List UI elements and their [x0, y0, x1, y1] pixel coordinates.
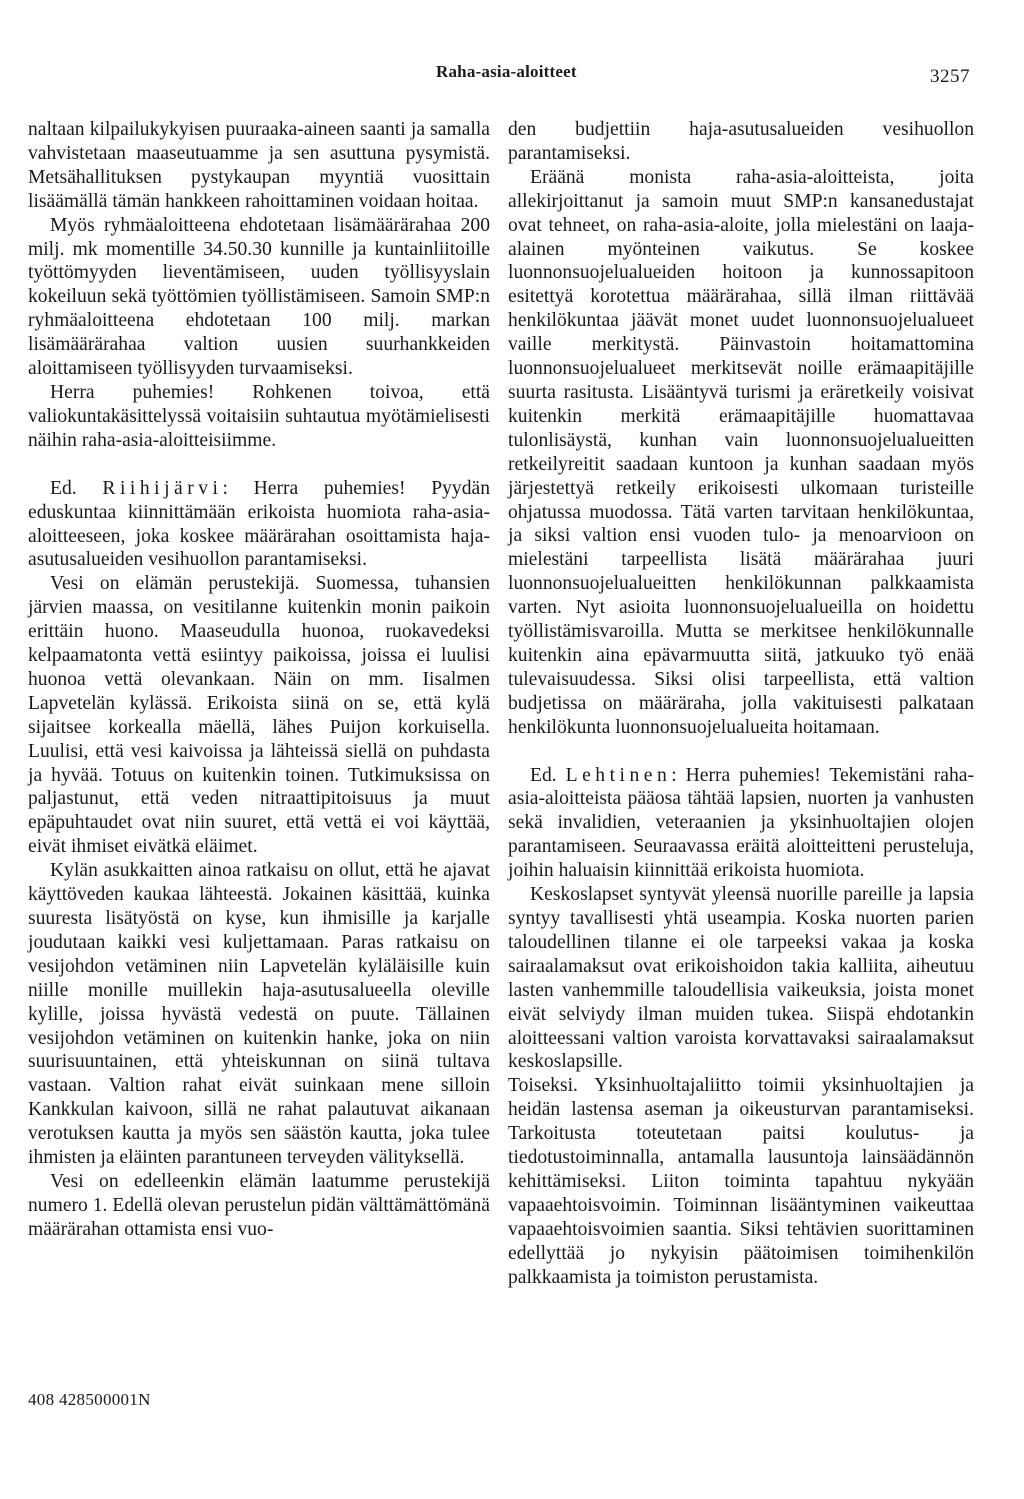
left-column: [28, 118, 490, 1242]
running-header: [0, 62, 1024, 92]
speaker-name: Riihijärvi: [102, 477, 223, 499]
paragraph: den budjettiin haja-asutusalueiden vesihuollon parantamiseksi.: [508, 119, 974, 164]
paragraph: Herra puhemies! Rohkenen toivoa, että valiokuntakäsittelyssä voitaisiin suhtautua myötämielisesti näihin raha-asia-aloitteisiimme.: [28, 381, 490, 451]
paragraph: Vesi on elämän perustekijä. Suomessa, tuhansien järvien maassa, on vesitilanne kuitenkin monin paikoin erittäin huono. Maaseudulla huonoa, ruokavedeksi kelpaamatonta vettä esiintyy paikoissa, joissa ei luulisi huonoa vettä olevankaan. Näin on mm. Iisalmen Lapvetelän kylässä. Erikoista siinä on se, että kylä sijaitsee korkealla mäellä, lähes Puijon korkuisella. Luulisi, että vesi kaivoissa ja lähteissä siellä on puhdasta ja hyvää. Totuus on kuitenkin toinen. Tutkimuksissa on paljastunut, että veden nitraattipitoisuus ja muut epäpuhtaudet ovat niin suuret, että vettä ei voi käyttää, eivät ihmiset eivätkä eläimet.: [28, 573, 490, 858]
speech-text: : Herra puhemies! Pyydän eduskuntaa kiinnittämään erikoista huomiota raha-asia-aloitteeseen, joka koskee määrärahan osoittamista haja-asutusalueiden vesihuollon parantamiseksi.: [28, 477, 490, 571]
paragraph: Kylän asukkaitten ainoa ratkaisu on ollut, että he ajavat käyttöveden kaukaa lähteestä. Jokainen käsittää, kuinka suuresta lisätyöstä on kyse, kun ihmisille ja karjalle joudutaan kaikki vesi kuljettamaan. Paras ratkaisu on vesijohdon vetäminen niin Lapvetelän kyläläisille kuin niille monille muillekin haja-asutusalueella oleville kylille, joissa hyvästä vedestä on puute. Tällainen vesijohdon vetäminen on kuitenkin hanke, joka on niin suurisuuntainen, että yhteiskunnan on siinä tultava vastaan. Valtion rahat eivät suinkaan mene silloin Kankkulan kaivoon, sillä ne rahat palautuvat aikanaan verotuksen kautta ja myös sen säästön kautta, joka tulee ihmisten ja eläinten parantuneen terveyden välityksellä.: [28, 860, 490, 1169]
footer-code: 408 428500001N: [28, 1390, 151, 1409]
speech-prefix: Ed.: [530, 764, 557, 786]
speech-paragraph: [508, 764, 974, 884]
page-number: 3257: [930, 66, 970, 87]
paragraph: Eräänä monista raha-asia-aloitteista, joita allekirjoittanut ja samoin muut SMP:n kansanedustajat ovat tehneet, on raha-asia-aloite, jolla mielestäni on laaja-alainen myönteinen vaikutus. Se koskee luonnonsuojelualueiden hoitoon ja kunnossapitoon esitettyä korotettua määrärahaa, sillä ilman riittävää henkilökuntaa jäävät monet uudet luonnonsuojelualueet vaille merkitystä. Päinvastoin hoitamattomina luonnonsuojelualueet merkitsevät noille erämaapitäjille suurta rasitusta. Lisääntyvä turismi ja eräretkeily voisivat kuitenkin merkitä erämaapitäjille huomattavaa tulonlisäystä, kunhan vain luonnonsuojelualueitten retkeilyreitit saadaan kuntoon ja kunhan saadaan myös järjestettyä retkeily erikoisesti ulkomaan turisteille ohjatussa muodossa. Tätä varten tarvitaan henkilökuntaa, ja siksi valtion ensi vuoden tulo- ja menoarvioon on mielestäni tarpeellista lisätä määrärahaa juuri luonnonsuojelualueitten henkilökunnan palkkaamista varten. Nyt asioita luonnonsuojelualueilla on hoidettu työllistämisvaroilla. Mutta se merkitsee henkilökunnalle kuitenkin aina epävarmuutta siitä, jatkuuko työ enää tulevaisuudessa. Siksi olisi tarpeellista, että valtion budjetissa on määräraha, jolla vakituisesti palkataan henkilökunta luonnonsuojelualueita hoitamaan.: [508, 166, 974, 738]
right-column: [508, 118, 974, 1290]
speech-paragraph: [28, 477, 490, 573]
paragraph: Vesi on edelleenkin elämän laatumme perustekijä numero 1. Edellä olevan perustelun pidän välttämättömänä määrärahan ottamista ensi vuo-: [28, 1170, 490, 1240]
running-title: Raha-asia-aloitteet: [436, 62, 577, 81]
speech-text: : Herra puhemies! Tekemistäni raha-asia-aloitteista pääosa tähtää lapsien, nuorten ja vanhusten sekä invalidien, veteraanien ja yksinhuoltajien olojen parantamiseen. Seuraavassa eräitä aloitteitteni perusteluja, joihin haluaisin kiinnittää erikoista huomiota.: [508, 764, 974, 882]
paragraph: Myös ryhmäaloitteena ehdotetaan lisämäärärahaa 200 milj. mk momentille 34.50.30 kunnille ja kuntainliitoille työttömyyden lieventämiseen, uuden työllisyyslain kokeiluun sekä työttömien työllistämiseen. Samoin SMP:n ryhmäaloitteena ehdotetaan 100 milj. markan lisämäärärahaa valtion uusien suurhankkeiden aloittamiseen työllisyyden turvaamiseksi.: [28, 214, 490, 380]
paragraph: Toiseksi. Yksinhuoltajaliitto toimii yksinhuoltajien ja heidän lastensa aseman ja oikeusturvan parantamiseksi. Tarkoitusta toteutetaan paitsi koulutus- ja tiedotustoiminnalla, antamalla lausuntoja lainsäädännön kehittämiseksi. Liiton toiminta tapahtuu nykyään vapaaehtoisvoimin. Toiminnan lisääntyminen vaikeuttaa vapaaehtoisvoimien saantia. Siksi tehtävien suorittaminen edellyttää jo nykyisin päätoimisen toimihenkilön palkkaamista ja toimiston perustamista.: [508, 1075, 974, 1288]
paragraph: naltaan kilpailukykyisen puuraaka-aineen saanti ja samalla vahvistetaan maaseutuamme ja sen asuttuna pysymistä. Metsähallituksen pystykaupan myyntiä vuosittain lisäämällä tämän hankkeen rahoittaminen voidaan hoitaa.: [28, 119, 490, 212]
speech-prefix: Ed.: [50, 477, 77, 499]
speaker-name: Lehtinen: [565, 764, 672, 786]
paragraph: Keskoslapset syntyvät yleensä nuorille pareille ja lapsia syntyy tavallisesti yhtä useampia. Koska nuorten parien taloudellinen tilanne ei ole tarpeeksi vakaa ja koska sairaalamaksut ovat erikoishoidon takia kalliita, aiheutuu lasten vanhemmille taloudellisia vaikeuksia, joista monet eivät selviydy ilman muiden tukea. Siispä ehdotankin aloitteessani valtion varoista korvattavaksi sairaalamaksut keskoslapsille.: [508, 884, 974, 1073]
